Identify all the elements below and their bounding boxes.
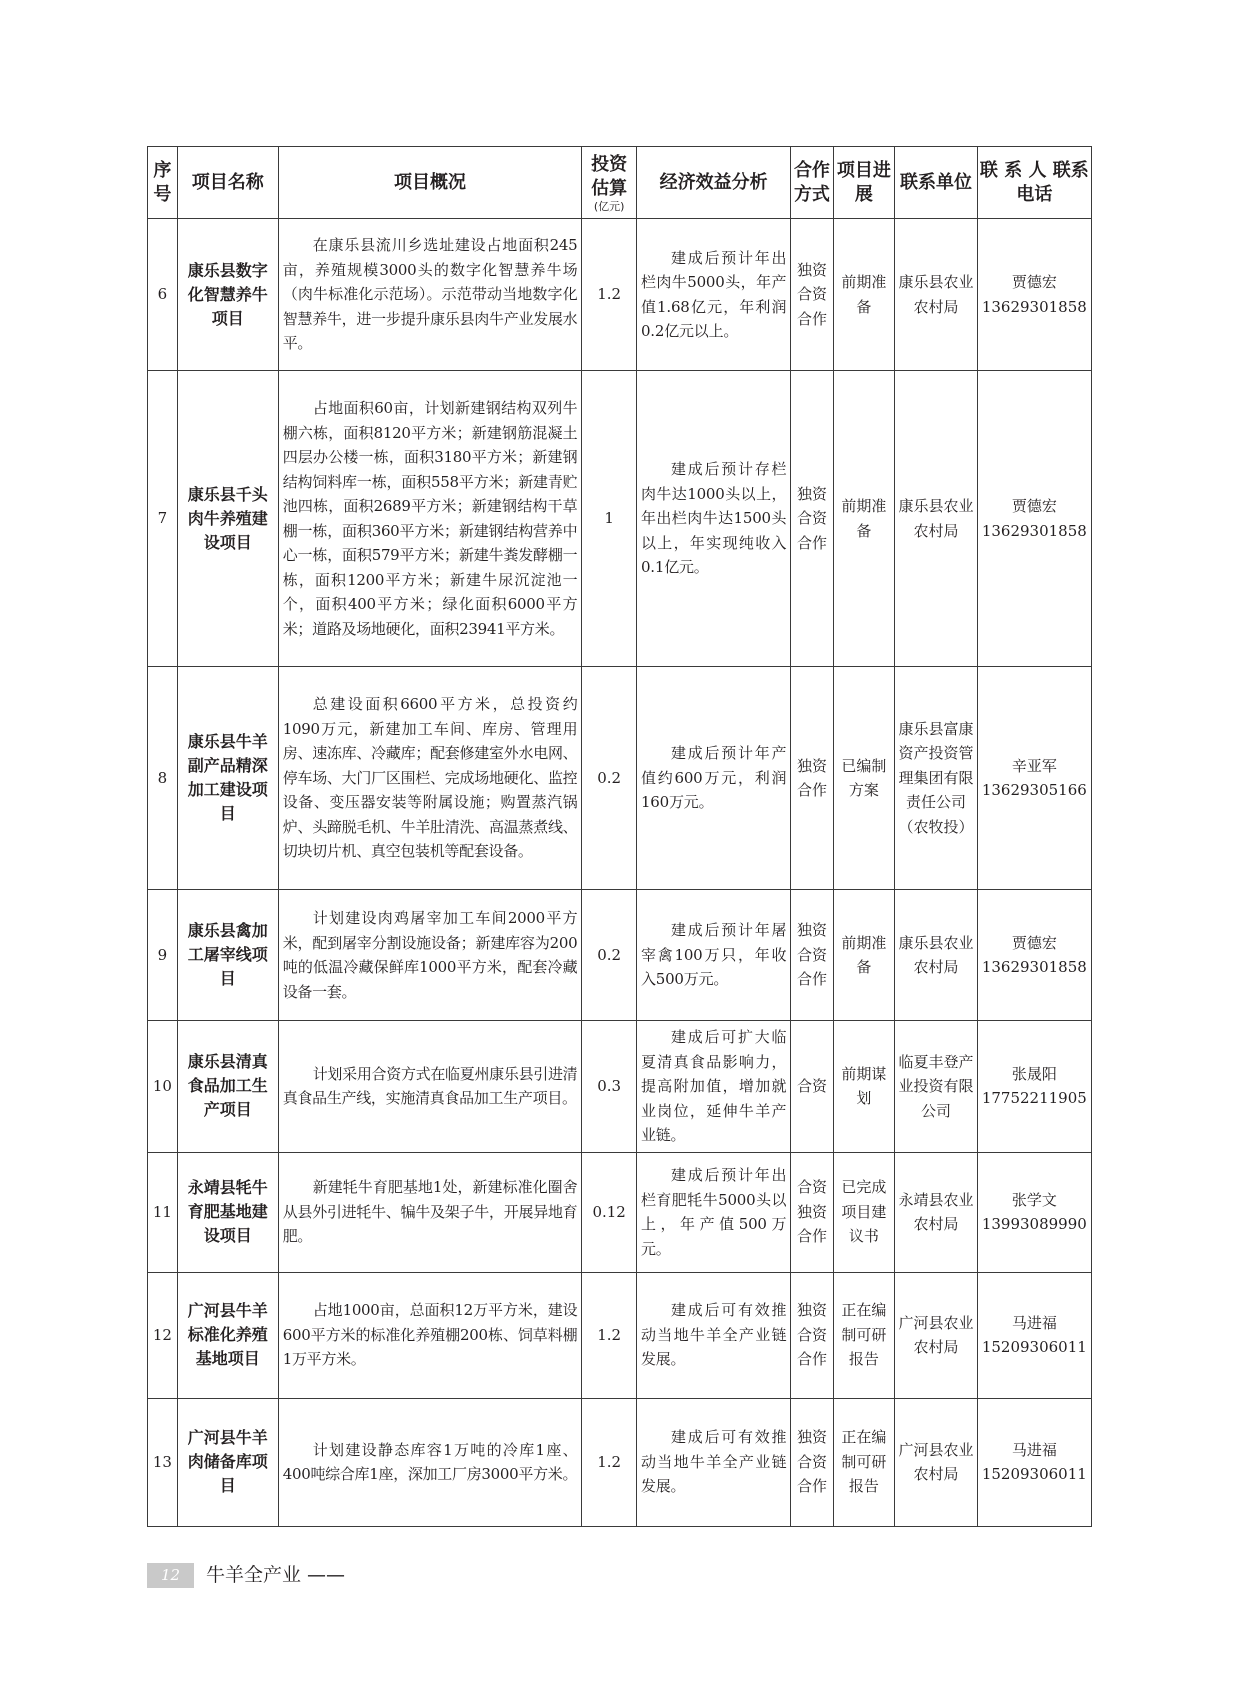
cell-unit: 临夏丰登产业投资有限公司 (895, 1021, 977, 1153)
cell-contact (977, 219, 1091, 371)
header-econ: 经济效益分析 (636, 147, 790, 219)
cell-contact (977, 1152, 1091, 1272)
cell-econ: 建成后预计年屠宰禽100万只，年收入500万元。 (636, 890, 790, 1021)
cell-coop: 独资合资合作 (791, 371, 833, 667)
cell-coop: 合资独资合作 (791, 1152, 833, 1272)
cell-contact (977, 1398, 1091, 1526)
cell-econ: 建成后预计存栏肉牛达1000头以上，年出栏肉牛达1500头以上，年实现纯收入0.1亿元。 (636, 371, 790, 667)
cell-name: 康乐县清真食品加工生产项目 (177, 1021, 278, 1153)
cell-coop: 独资合资合作 (791, 890, 833, 1021)
contact-phone: 13993089990 (981, 1215, 1087, 1233)
cell-name: 广河县牛羊肉储备库项目 (177, 1398, 278, 1526)
table-row (148, 890, 1092, 1021)
cell-coop: 独资合资合作 (791, 219, 833, 371)
cell-name: 康乐县禽加工屠宰线项目 (177, 890, 278, 1021)
header-invest-unit: (亿元) (593, 199, 625, 213)
contact-phone: 13629301858 (981, 521, 1087, 540)
contact-phone: 15209306011 (981, 1338, 1087, 1356)
cell-coop: 独资合作 (791, 667, 833, 890)
cell-seq: 12 (148, 1272, 178, 1398)
cell-invest: 0.12 (582, 1152, 637, 1272)
cell-seq: 11 (148, 1152, 178, 1272)
cell-seq: 7 (148, 371, 178, 667)
cell-unit: 广河县农业农村局 (895, 1398, 977, 1526)
cell-econ: 建成后预计年产值约600万元，利润160万元。 (636, 667, 790, 890)
header-invest: 投资估算 (亿元) (582, 147, 637, 219)
contact-phone: 15209306011 (981, 1465, 1087, 1483)
cell-progress: 前期准备 (833, 371, 895, 667)
header-overview: 项目概况 (278, 147, 582, 219)
cell-unit: 康乐县农业农村局 (895, 890, 977, 1021)
contact-phone: 13629301858 (981, 958, 1087, 976)
cell-progress: 已编制方案 (833, 667, 895, 890)
cell-unit: 康乐县农业农村局 (895, 219, 977, 371)
contact-phone: 17752211905 (981, 1089, 1087, 1108)
header-seq: 序号 (148, 147, 178, 219)
table-row (148, 219, 1092, 371)
cell-contact (977, 371, 1091, 667)
contact-phone: 13629301858 (981, 297, 1087, 316)
header-unit: 联系单位 (895, 147, 977, 219)
cell-invest: 0.2 (582, 890, 637, 1021)
cell-unit: 康乐县富康资产投资管理集团有限责任公司（农牧投） (895, 667, 977, 890)
cell-econ: 建成后可扩大临夏清真食品影响力，提高附加值，增加就业岗位，延伸牛羊产业链。 (636, 1021, 790, 1153)
cell-seq: 10 (148, 1021, 178, 1153)
cell-econ: 建成后预计年出栏肉牛5000头，年产值1.68亿元，年利润0.2亿元以上。 (636, 219, 790, 371)
cell-name: 康乐县千头肉牛养殖建设项目 (177, 371, 278, 667)
running-footer-title: 牛羊全产业 —— (206, 1564, 346, 1586)
cell-invest: 0.2 (582, 667, 637, 890)
cell-seq: 8 (148, 667, 178, 890)
header-name: 项目名称 (177, 147, 278, 219)
cell-overview: 计划建设静态库容1万吨的冷库1座、400吨综合库1座，深加工厂房3000平方米。 (278, 1398, 582, 1526)
cell-unit: 康乐县农业农村局 (895, 371, 977, 667)
cell-coop: 合资 (791, 1021, 833, 1153)
cell-name: 康乐县数字化智慧养牛项目 (177, 219, 278, 371)
contact-name: 贾德宏 (1011, 497, 1057, 515)
page-number: 12 (160, 1566, 181, 1584)
table-row (148, 1152, 1092, 1272)
cell-progress: 正在编制可研报告 (833, 1272, 895, 1398)
contact-name: 马进福 (1011, 1313, 1057, 1332)
contact-name: 张晟阳 (1011, 1064, 1057, 1083)
cell-overview: 占地面积60亩，计划新建钢结构双列牛棚六栋，面积8120平方米；新建钢筋混凝土四层办公楼一栋，面积3180平方米；新建钢结构饲料库一栋，面积558平方米；新建青贮池四栋，面积2689平方米；新建钢结构干草棚一栋，面积360平方米；新建钢结构营养中心一栋，面积579平方米；新建牛粪发酵棚一栋，面积1200平方米；新建牛尿沉淀池一个，面积400平方米；绿化面积6000平方米；道路及场地硬化，面积23941平方米。 (278, 371, 582, 667)
contact-name: 贾德宏 (1011, 933, 1057, 952)
cell-seq: 13 (148, 1398, 178, 1526)
table-row (148, 667, 1092, 890)
table-row (148, 1272, 1092, 1398)
cell-coop: 独资合资合作 (791, 1272, 833, 1398)
cell-unit: 广河县农业农村局 (895, 1272, 977, 1398)
cell-invest: 1.2 (582, 219, 637, 371)
contact-phone: 13629305166 (981, 781, 1087, 799)
cell-econ: 建成后可有效推动当地牛羊全产业链发展。 (636, 1398, 790, 1526)
projects-table (147, 146, 1092, 1527)
cell-progress: 前期准备 (833, 219, 895, 371)
contact-name: 辛亚军 (1011, 756, 1057, 775)
cell-coop: 独资合资合作 (791, 1398, 833, 1526)
table-row (148, 1021, 1092, 1153)
cell-overview: 在康乐县流川乡选址建设占地面积245亩，养殖规模3000头的数字化智慧养牛场（肉牛标准化示范场）。示范带动当地数字化智慧养牛，进一步提升康乐县肉牛产业发展水平。 (278, 219, 582, 371)
cell-overview: 新建牦牛育肥基地1处，新建标准化圈舍从县外引进牦牛、犏牛及架子牛，开展异地育肥。 (278, 1152, 582, 1272)
cell-contact (977, 1272, 1091, 1398)
table-row (148, 371, 1092, 667)
cell-econ: 建成后可有效推动当地牛羊全产业链发展。 (636, 1272, 790, 1398)
table-header-row (148, 147, 1092, 219)
cell-name: 永靖县牦牛育肥基地建设项目 (177, 1152, 278, 1272)
cell-overview: 计划建设肉鸡屠宰加工车间2000平方米，配到屠宰分割设施设备；新建库容为200吨的低温冷藏保鲜库1000平方米，配套冷藏设备一套。 (278, 890, 582, 1021)
cell-econ: 建成后预计年出栏育肥牦牛5000头以上，年产值500万元。 (636, 1152, 790, 1272)
cell-overview: 占地1000亩，总面积12万平方米，建设600平方米的标准化养殖棚200栋、饲草料棚1万平方米。 (278, 1272, 582, 1398)
cell-name: 广河县牛羊标准化养殖基地项目 (177, 1272, 278, 1398)
cell-invest: 1.2 (582, 1398, 637, 1526)
cell-invest: 0.3 (582, 1021, 637, 1153)
cell-contact (977, 667, 1091, 890)
cell-seq: 6 (148, 219, 178, 371)
cell-invest: 1 (582, 371, 637, 667)
header-coop: 合作方式 (791, 147, 833, 219)
cell-progress: 正在编制可研报告 (833, 1398, 895, 1526)
header-contact: 联 系 人 联系电话 (977, 147, 1091, 219)
contact-name: 贾德宏 (1011, 273, 1057, 291)
table-row (148, 1398, 1092, 1526)
contact-name: 张学文 (1011, 1190, 1057, 1209)
contact-name: 马进福 (1011, 1440, 1057, 1459)
cell-unit: 永靖县农业农村局 (895, 1152, 977, 1272)
cell-progress: 前期准备 (833, 890, 895, 1021)
header-progress: 项目进展 (833, 147, 895, 219)
cell-contact (977, 1021, 1091, 1153)
cell-contact (977, 890, 1091, 1021)
cell-name: 康乐县牛羊副产品精深加工建设项目 (177, 667, 278, 890)
cell-overview: 总建设面积6600平方米，总投资约1090万元，新建加工车间、库房、管理用房、速冻库、冷藏库；配套修建室外水电网、停车场、大门厂区围栏、完成场地硬化、监控设备、变压器安装等附属设施；购置蒸汽锅炉、头蹄脱毛机、牛羊肚清洗、高温蒸煮线、切块切片机、真空包装机等配套设备。 (278, 667, 582, 890)
cell-invest: 1.2 (582, 1272, 637, 1398)
cell-progress: 已完成项目建议书 (833, 1152, 895, 1272)
cell-progress: 前期谋划 (833, 1021, 895, 1153)
cell-seq: 9 (148, 890, 178, 1021)
cell-overview: 计划采用合资方式在临夏州康乐县引进清真食品生产线，实施清真食品加工生产项目。 (278, 1021, 582, 1153)
